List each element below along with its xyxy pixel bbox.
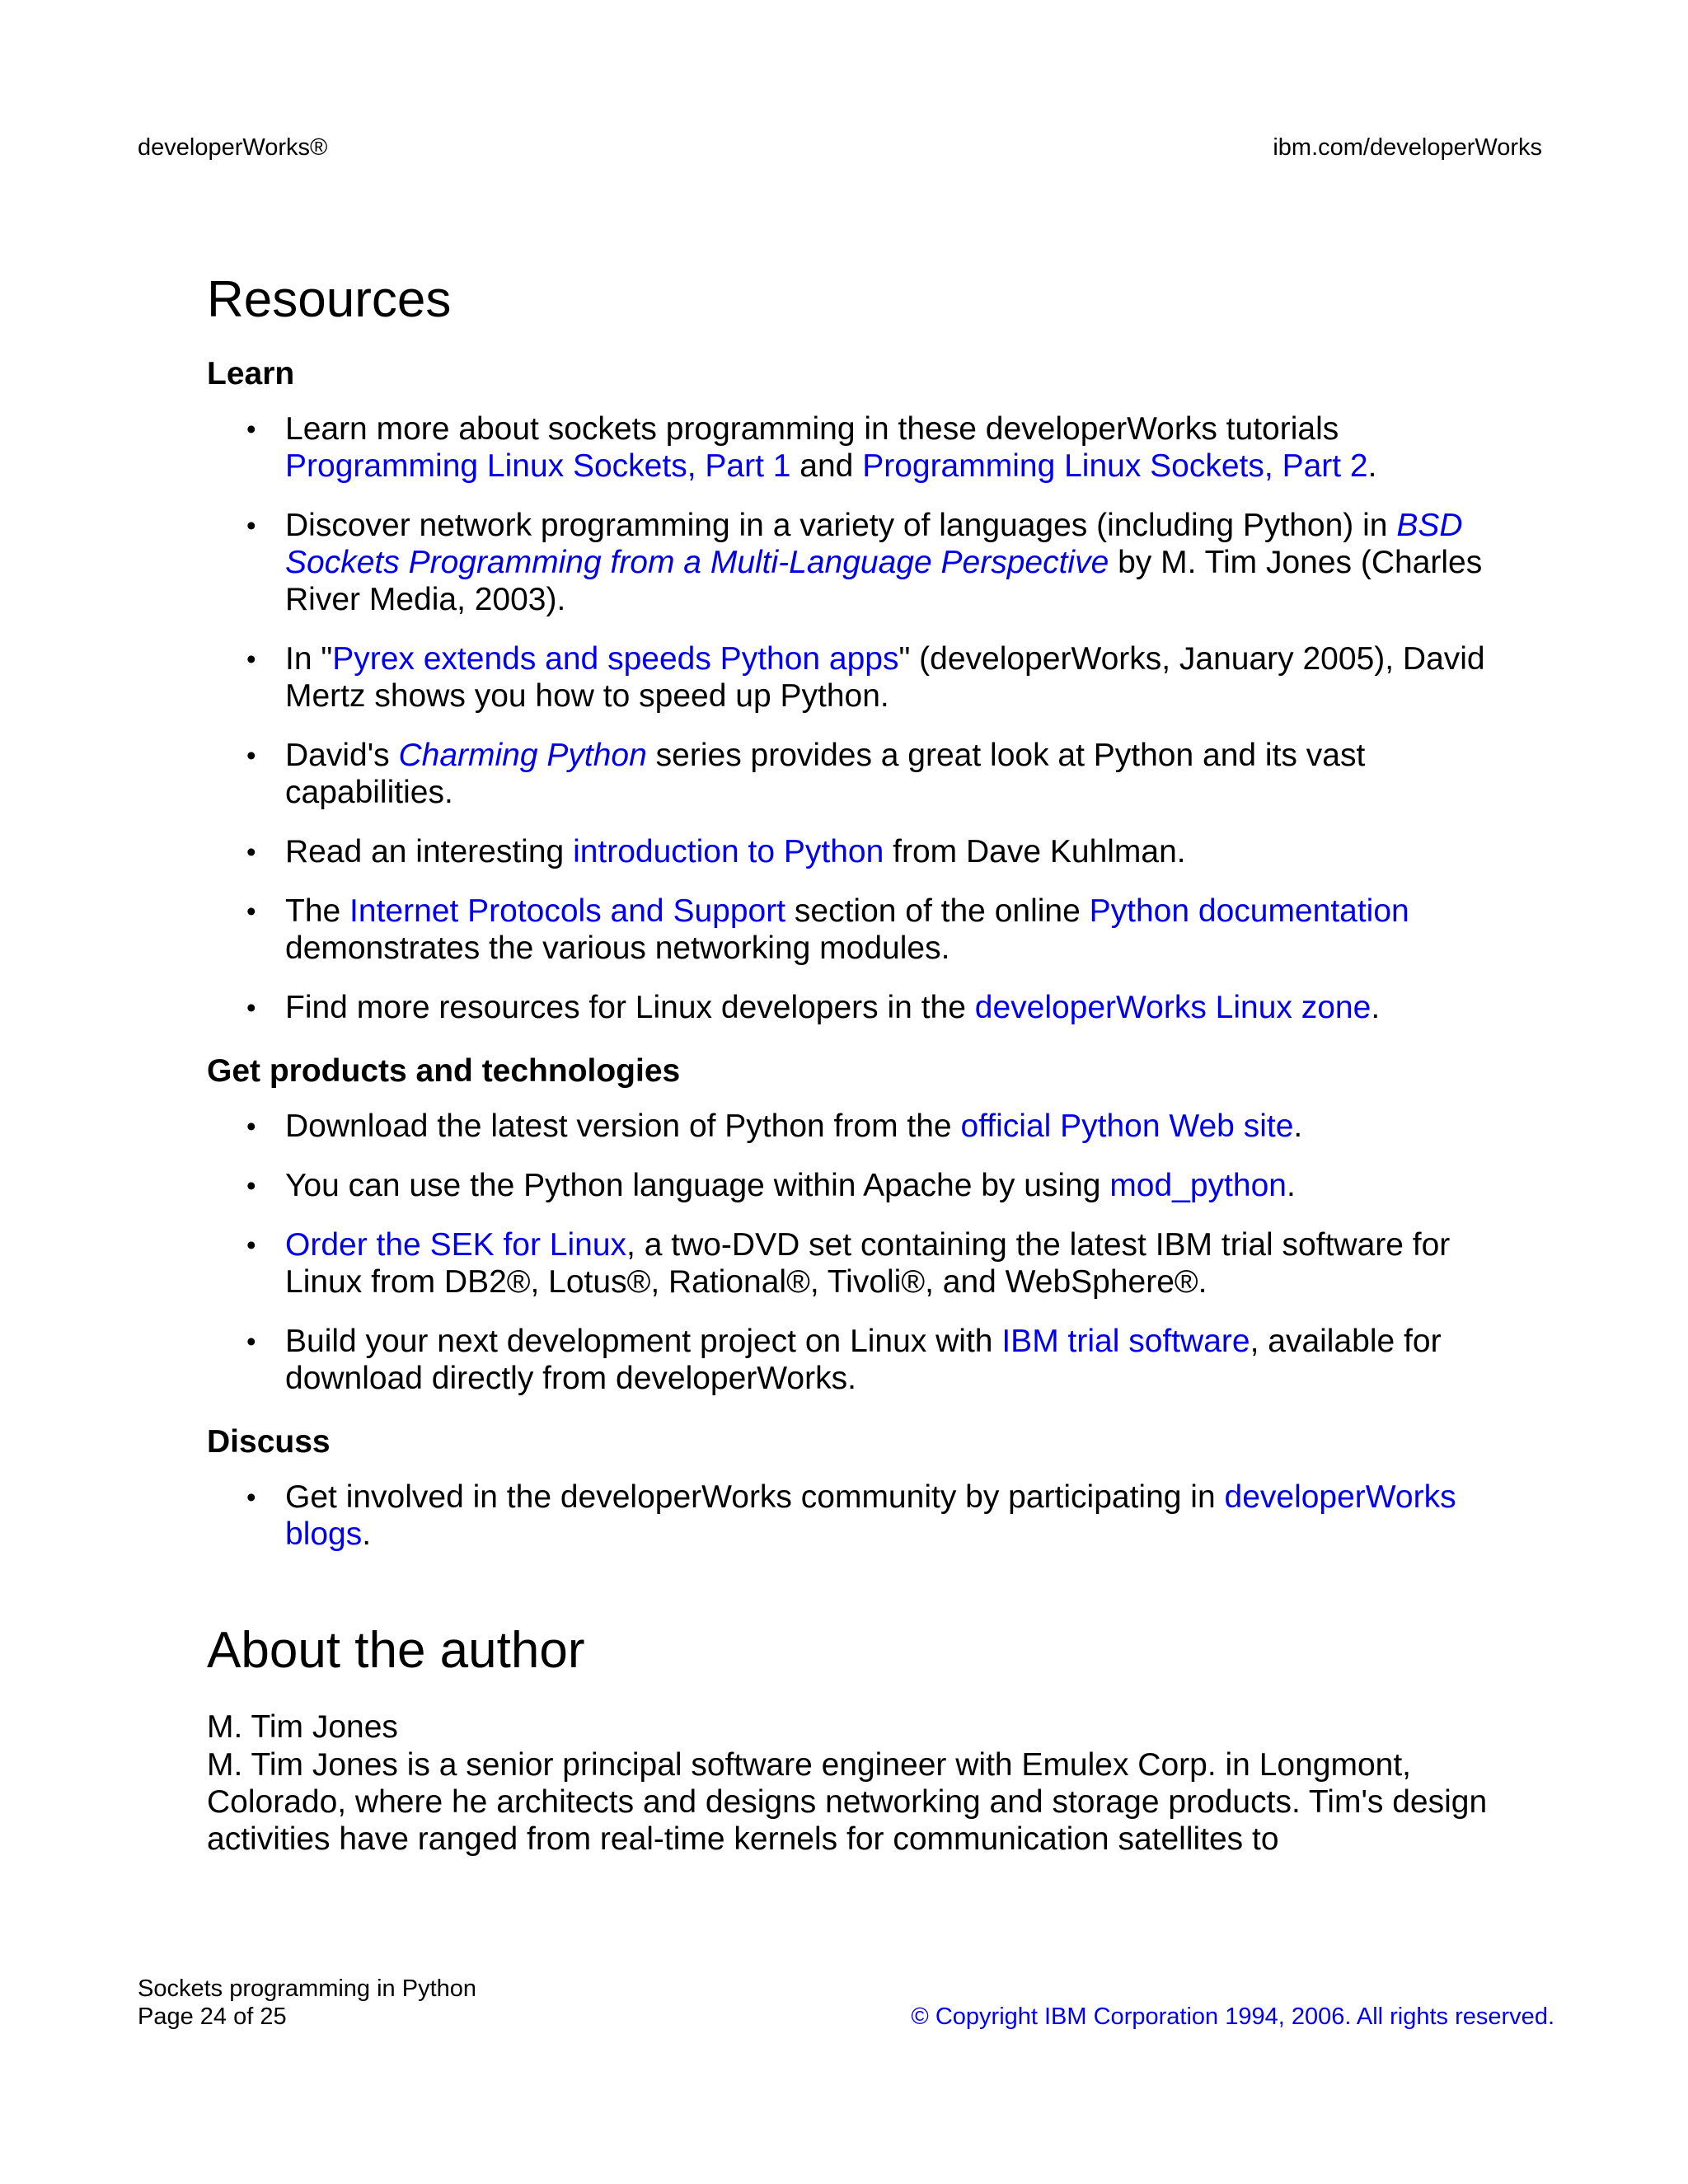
list-item: • Learn more about sockets programming in these developerWorks tutorials Programming Linux Sockets, Part 1 and Programming Linux Sockets, Part 2. (207, 410, 1509, 485)
linux-zone-link[interactable]: developerWorks Linux zone (974, 990, 1372, 1025)
internet-protocols-link[interactable]: Internet Protocols and Support (349, 893, 786, 929)
footer-info (138, 1975, 476, 2031)
discuss-heading: Discuss (207, 1424, 331, 1460)
programming-linux-sockets-part2-link[interactable]: Programming Linux Sockets, Part 2 (862, 448, 1368, 484)
list-item: • Read an interesting introduction to Python from Dave Kuhlman. (207, 833, 1509, 870)
products-heading: Get products and technologies (207, 1053, 681, 1089)
author-bio: M. Tim Jones is a senior principal software engineer with Emulex Corp. in Longmont, Colorado, where he architects and designs networking and storage products. Tim's design activities have ranged from real-time kernels for communication satellites to (207, 1747, 1488, 1857)
ibm-trial-software-link[interactable]: IBM trial software (1001, 1324, 1250, 1359)
footer-doc-title: Sockets programming in Python (138, 1975, 477, 2002)
programming-linux-sockets-part1-link[interactable]: Programming Linux Sockets, Part 1 (285, 448, 791, 484)
introduction-to-python-link[interactable]: introduction to Python (573, 834, 884, 869)
list-item: • Download the latest version of Python from the official Python Web site. (207, 1108, 1509, 1145)
learn-list (207, 410, 1509, 1026)
list-item: • You can use the Python language within Apache by using mod_python. (207, 1167, 1509, 1204)
list-item: • Build your next development project on Linux with IBM trial software, available for download directly from developerWorks. (207, 1323, 1509, 1397)
developerworks-blogs-link[interactable]: developerWorks blogs (285, 1479, 1456, 1552)
footer-page-number: Page 24 of 25 (138, 2004, 287, 2030)
bsd-sockets-book-link[interactable]: BSD Sockets Programming from a Multi-Language Perspective (285, 508, 1463, 580)
discuss-list (207, 1479, 1509, 1553)
header-brand: developerWorks® (138, 134, 328, 161)
charming-python-link[interactable]: Charming Python (398, 738, 647, 773)
page-content (207, 264, 1509, 1858)
list-item: • In "Pyrex extends and speeds Python apps" (developerWorks, January 2005), David Mertz shows you how to speed up Python. (207, 640, 1509, 715)
products-list (207, 1108, 1509, 1397)
list-item: • David's Charming Python series provides a great look at Python and its vast capabilities. (207, 737, 1509, 811)
learn-heading: Learn (207, 356, 295, 391)
copyright-link[interactable]: © Copyright IBM Corporation 1994, 2006. All rights reserved. (911, 2004, 1554, 2030)
header-site-url: ibm.com/developerWorks (1273, 134, 1542, 161)
list-item: • The Internet Protocols and Support section of the online Python documentation demonstrates the various networking modules. (207, 893, 1509, 967)
mod-python-link[interactable]: mod_python (1109, 1168, 1287, 1203)
list-item: • Find more resources for Linux developers in the developerWorks Linux zone. (207, 989, 1509, 1026)
author-name: M. Tim Jones (207, 1709, 398, 1745)
order-sek-link[interactable]: Order the SEK for Linux (285, 1227, 627, 1263)
resources-title: Resources (207, 271, 452, 328)
about-author-title: About the author (207, 1622, 585, 1679)
list-item: • Order the SEK for Linux, a two-DVD set containing the latest IBM trial software for Linux from DB2®, Lotus®, Rational®, Tivoli®, and WebSphere®. (207, 1226, 1509, 1301)
list-item: • Get involved in the developerWorks community by participating in developerWorks blogs. (207, 1479, 1509, 1553)
pyrex-article-link[interactable]: Pyrex extends and speeds Python apps (332, 641, 899, 677)
official-python-site-link[interactable]: official Python Web site (960, 1108, 1294, 1144)
list-item: • Discover network programming in a variety of languages (including Python) in BSD Sockets Programming from a Multi-Language Perspective by M. Tim Jones (Charles River Media, 2003). (207, 507, 1509, 618)
python-documentation-link[interactable]: Python documentation (1089, 893, 1409, 929)
